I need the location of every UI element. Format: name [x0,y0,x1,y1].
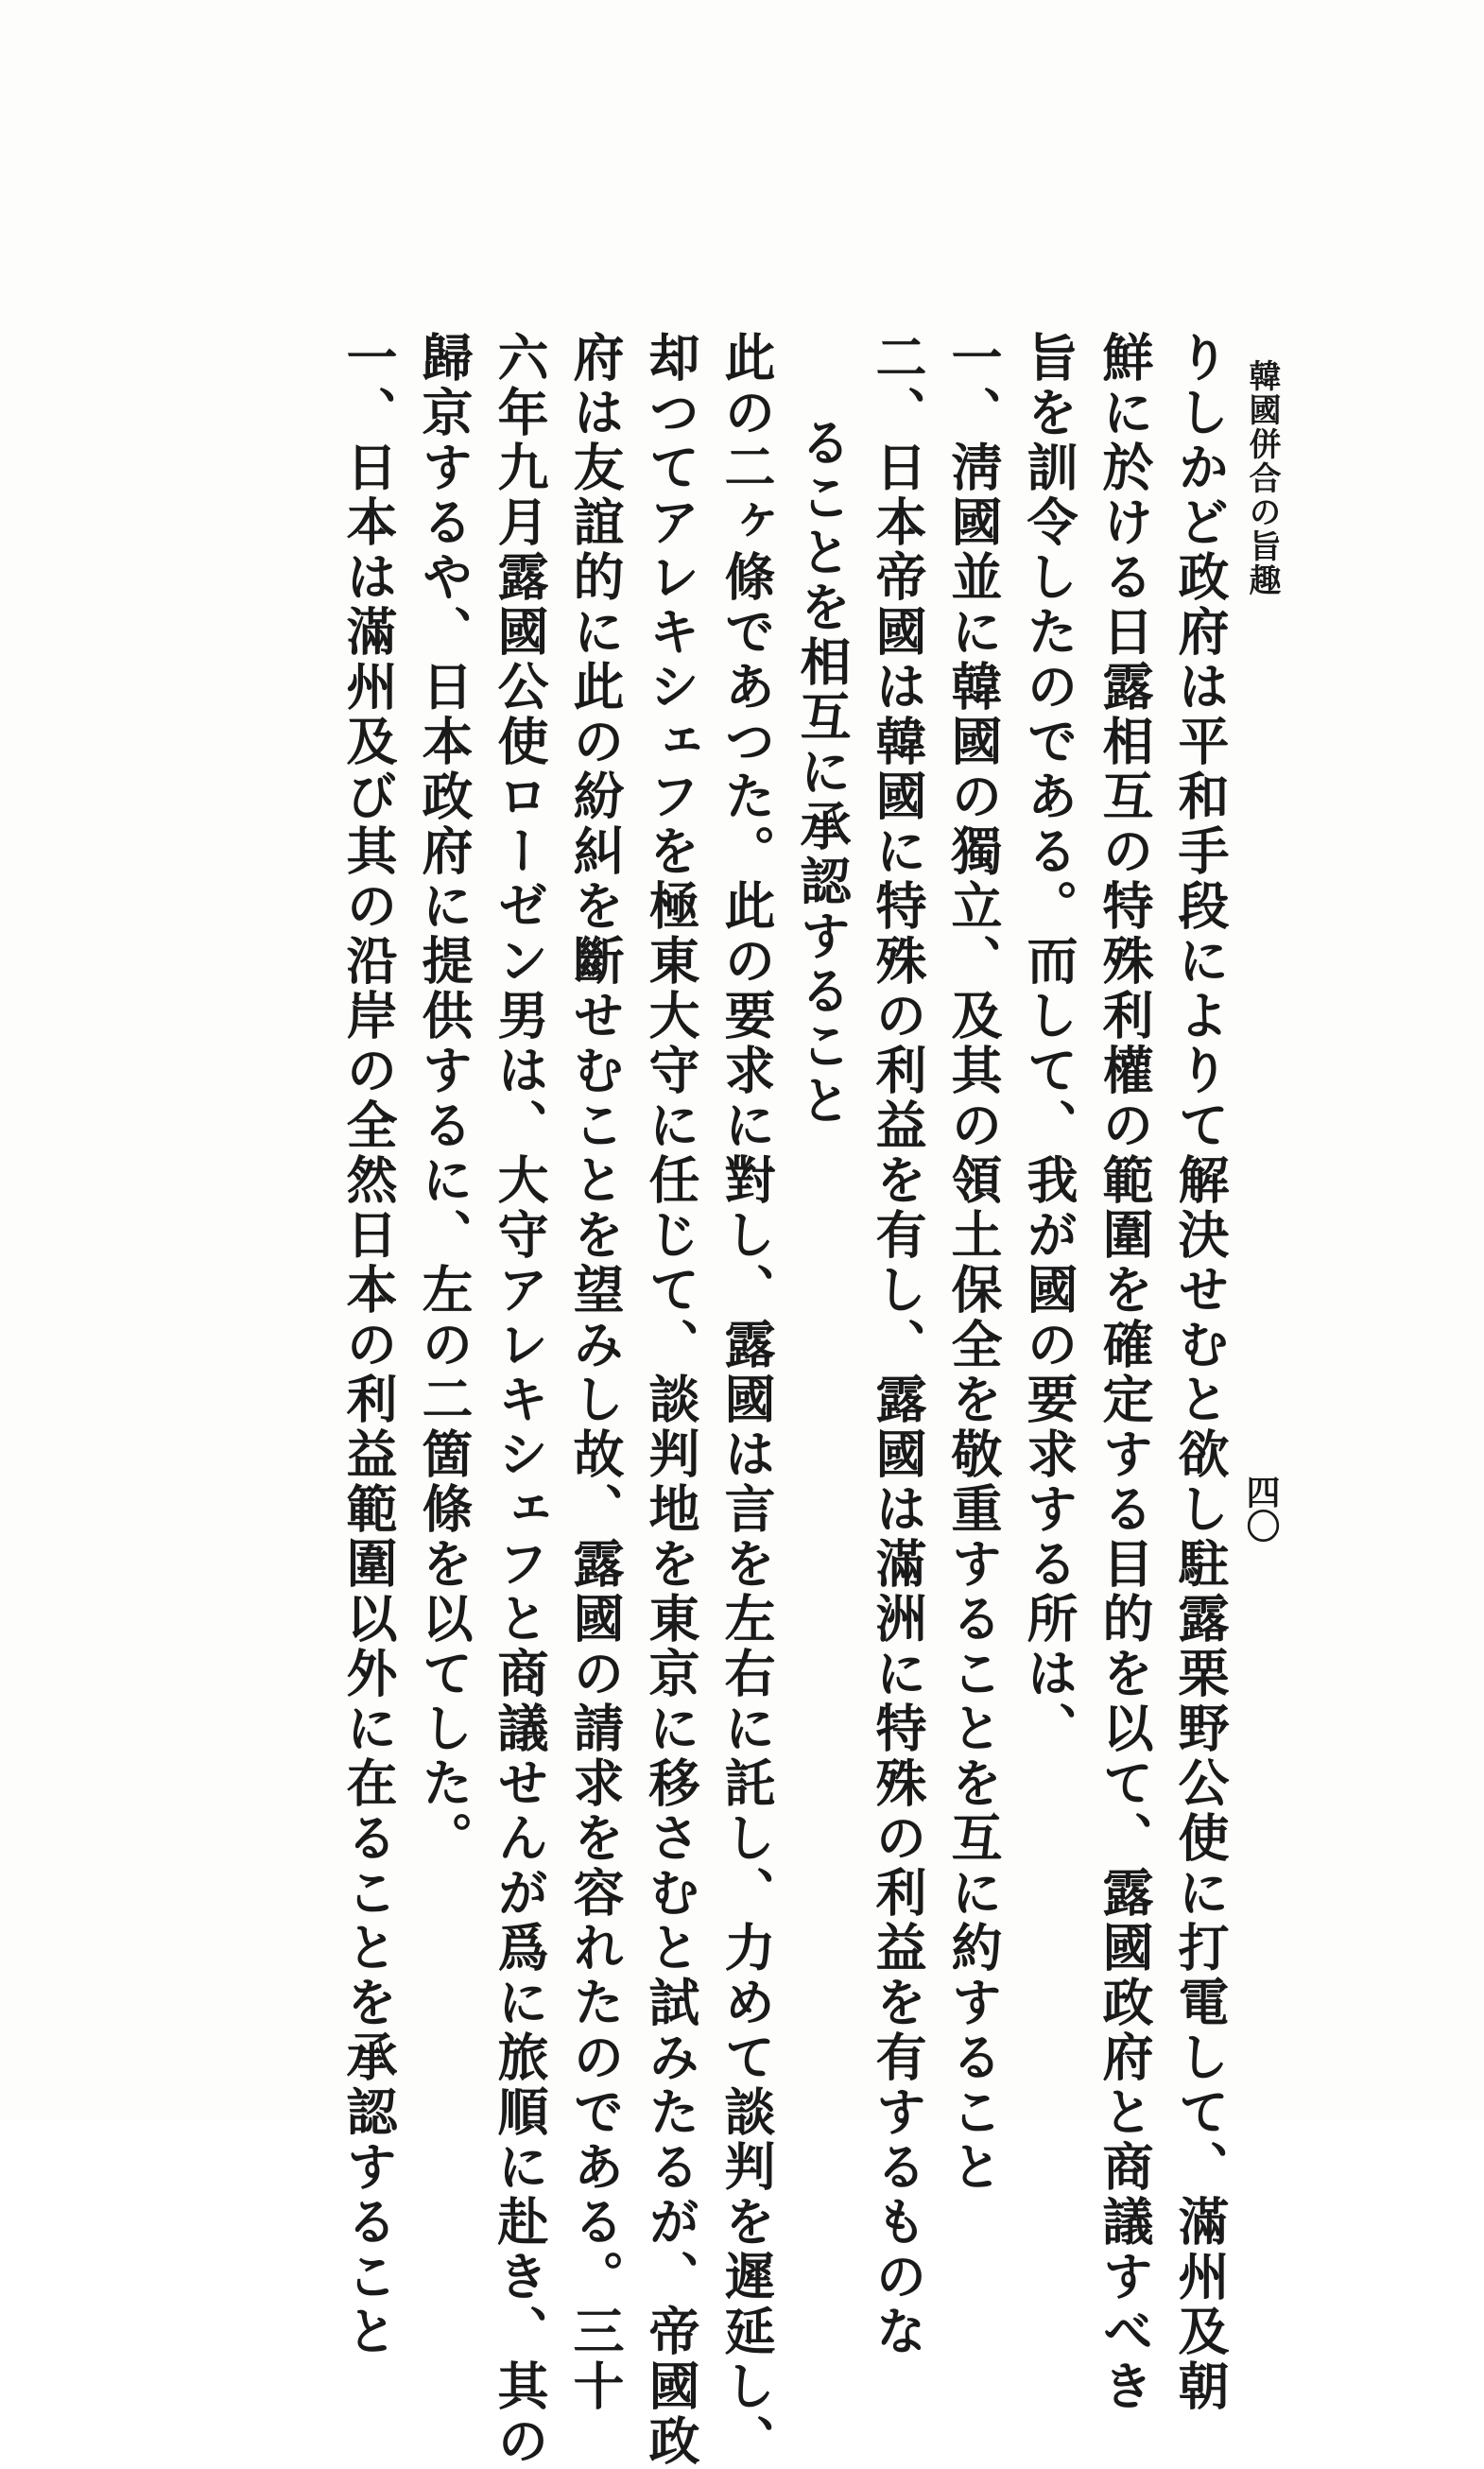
text-line: 却つてアレキシェフを極東大守に任じて、談判地を東京に移さむと試みたるが、帝國政 [641,331,701,2469]
text-line: 此の二ヶ條であつた。此の要求に對し、露國は言を左右に託し、力めて談判を遲延し、 [716,331,777,2469]
text-line: 一、日本は滿州及び其の沿岸の全然日本の利益範圍以外に在ることを承認すること [338,331,399,2359]
text-line: 歸京するや、日本政府に提供するに、左の二箇條を以てした。 [414,331,475,1866]
text-line: りしかど政府は平和手段によりて解決せむと欲し駐露栗野公使に打電して、滿州及朝 [1170,331,1231,2414]
text-line: 一、淸國並に韓國の獨立、及其の領土保全を敬重することを互に約すること [943,331,1004,2195]
page-number: 四〇 [1241,1475,1281,1543]
text-line: 府は友誼的に此の紛糾を斷せむことを望みし故、露國の請求を容れたのである。三十 [565,331,626,2414]
text-line: 旨を訓令したのである。而して、我が國の要求する所は、 [1019,331,1079,1756]
text-line: 鮮に於ける日露相互の特殊利權の範圍を確定する目的を以て、露國政府と商議すべき [1095,331,1155,2414]
body-text [331,331,1238,2469]
running-head-title: 韓國併合の旨趣 [1243,359,1281,597]
text-line: ることを相互に承認すること [792,416,853,1129]
text-line: 六年九月露國公使ローゼン男は、大守アレキシェフと商議せんが爲に旅順に赴き、其の [490,331,550,2469]
text-line: 二、日本帝國は韓國に特殊の利益を有し、露國は滿洲に特殊の利益を有するものな [868,331,928,2359]
